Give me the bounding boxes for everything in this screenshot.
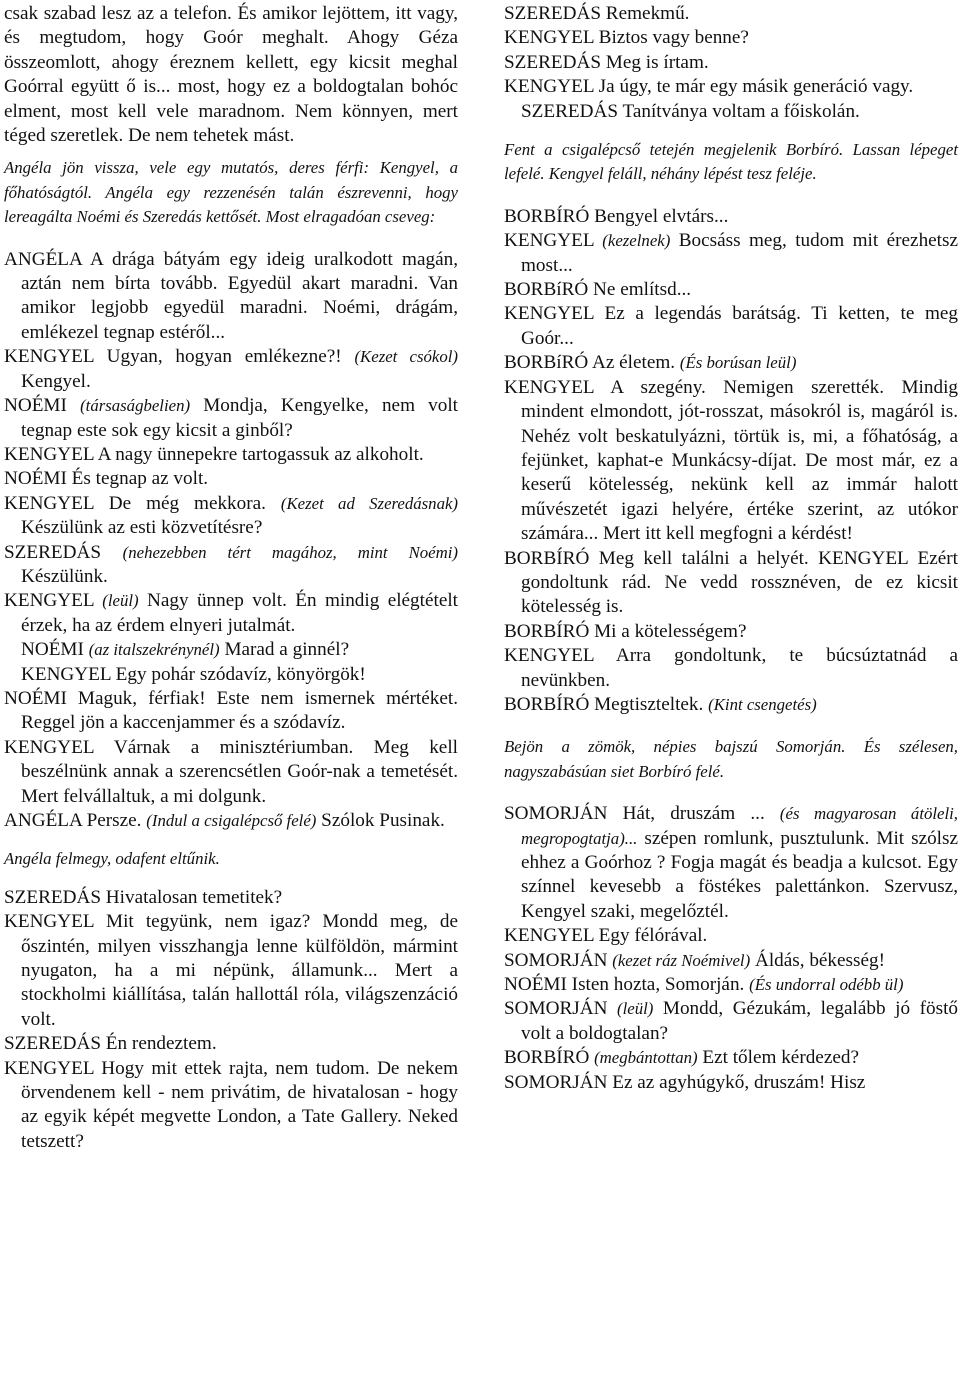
inline-direction: (És undorral odébb ül) [749,975,904,995]
stage-direction [504,138,958,187]
dialogue-line [504,547,958,620]
dialogue-text: BORBíRÓ Az életem. [504,352,676,374]
inline-direction: (Kezet csókol) [354,347,459,367]
dialogue-text: ANGÉLA A drága bátyám egy ideig uralkodott magán, aztán nem bírta tovább. Egyedül akart maradni. Van amikor legjobb egyedül maradni. Noémi, drágám, emlékezel tegnap estéről... [4,248,458,343]
inline-direction: (társaságbelien) [80,396,191,416]
dialogue-text: BORBÍRÓ Mi a kötelességem? [504,620,747,642]
dialogue-text: KENGYEL Ez a legendás barátság. Ti ketten, te meg Goór... [504,303,958,349]
inline-direction: (Indul a csigalépcső felé) [146,811,317,830]
dialogue-line [4,910,458,1032]
dialogue-text: SOMORJÁN Ez az agyhúgykő, druszám! Hisz [504,1071,866,1093]
dialogue-text: ANGÉLA Persze. [4,810,142,831]
inline-direction: (leül) [102,591,139,611]
stage-direction [4,156,458,229]
stage-direction-text: Bejön a zömök, népies bajszú Somorján. És szélesen, nagyszabásúan siet Borbíró felé. [504,737,958,781]
dialogue-text: KENGYEL Ugyan, hogyan emlékezne?! [4,346,342,368]
dialogue-line [504,376,958,547]
dialogue-line [4,541,458,590]
dialogue-line [504,51,958,75]
stage-direction-text: Fent a csigalépcső tetején megjelenik Borbíró. Lassan lépeget lefelé. Kengyel feláll, néhány lépést tesz feléje. [504,140,958,184]
dialogue-text: SZEREDÁS Meg is írtam. [504,51,709,73]
dialogue-text: BORBÍRÓ [504,1047,590,1069]
dialogue-line [4,467,458,491]
dialogue-continuation: Nagy ünnep volt. Én mindig elégtételt érzek, ha az érdem elnyeri jutalmát. [21,590,459,636]
dialogue-line [4,345,458,394]
stage-direction-text: Angéla jön vissza, vele egy mutatós, deres férfi: Kengyel, a főhatóságtól. Angéla egy rezzenésén talán észrevenni, hogy lereagálta Noémi és Szeredás kettősét. Most elragadóan cseveg: [4,158,458,227]
dialogue-line [4,1032,458,1056]
dialogue-continuation: Áldás, békesség! [750,949,885,971]
right-column [504,2,958,1095]
dialogue-line [4,443,458,467]
dialogue-continuation: Kengyel. [21,370,91,392]
spacer [504,784,958,802]
dialogue-line [4,663,458,687]
dialogue-text: KENGYEL Hogy mit ettek rajta, nem tudom. De nekem örvendenem kell - nem privátim, de hivatalosan - hogy az egyik képét megvette London, a Tate Gallery. Neked tetszett? [4,1057,458,1152]
dialogue-line [4,589,458,638]
dialogue-line [504,26,958,50]
dialogue-continuation: Készülünk. [21,565,108,587]
dialogue-text: KENGYEL Ja úgy, te már egy másik generáció vagy. [504,76,914,98]
dialogue-continuation: Mondd, Gézukám, legalább jó föstő volt a boldogtalan? [521,998,958,1044]
left-column [4,2,458,1154]
dialogue-line [4,809,458,833]
stage-direction-text: Angéla felmegy, odafent eltűnik. [4,849,220,869]
inline-direction: (kezelnek) [602,231,671,251]
dialogue-line [504,75,958,99]
dialogue-continuation: Marad a ginnél? [219,639,350,661]
dialogue-line [504,100,958,124]
spacer [4,230,458,248]
dialogue-line [4,394,458,443]
inline-direction: (megbántottan) [594,1048,698,1068]
spacer [504,717,958,735]
dialogue-text: BORBÍRÓ Megtiszteltek. [504,693,704,715]
dialogue-line [504,351,958,375]
dialogue-line [504,924,958,948]
dialogue-continuation: Bocsáss meg, tudom mit érezhetsz most... [521,230,958,276]
spacer [504,124,958,138]
dialogue-line [4,687,458,736]
dialogue-continuation: Mondja, Kengyelke, nem volt tegnap este sok egy kicsit a ginből? [21,395,459,441]
dialogue-continuation: szépen romlunk, pusztulunk. Mit szólsz ehhez a Goórhoz ? Fogja magát és beadja a kulcsot. Egy színnel kevesebb a föstékes palettánkon. Szervusz, Kengyel szaki, megelőztél. [521,827,958,922]
dialogue-text: NOÉMI És tegnap az volt. [4,468,209,490]
dialogue-line [4,2,458,148]
dialogue-text: csak szabad lesz az a telefon. És amikor lejöttem, itt vagy, és megtudom, hogy Goór meghalt. Ahogy Géza összeomlott, ahogy éreznem kellett, egy kicsit meghal Goórral együtt ő is... most, hogy ez a boldogtalan bohóc elment, most kell vele maradnom. Nem könnyen, mert téged szeretlek. De nem tehetek mást. [4,3,458,147]
dialogue-text: KENGYEL A nagy ünnepekre tartogassuk az alkoholt. [4,443,424,465]
dialogue-text: KENGYEL [4,590,94,612]
dialogue-line [504,997,958,1046]
inline-direction: (az italszekrénynél) [88,640,220,660]
dialogue-text: KENGYEL A szegény. Nemigen szerették. Mindig mindent elmondott, jót-rosszat, másokról is, magáról is. Nehéz volt beskatulyázni, törtük is, mi, a főhatóság, a fejünket, kaphat-e Munkácsy-díjat. De most már, ez a keserű kötelesség, nekünk kell az immár halott művészetét igazi helyére, értéke szerint, az utókor számára... Mert itt kell megfogni a kérdést! [504,376,958,545]
spacer [4,148,458,156]
dialogue-text: SOMORJÁN [504,998,608,1020]
dialogue-text: NOÉMI [21,639,84,661]
dialogue-text: KENGYEL Mit tegyünk, nem igaz? Mondd meg, de őszintén, milyen visszhangja lenne külföldön, mármint nyugaton, ha a mi népünk, államunk... Mert a stockholmi kiállítása, talán hallottál róla, világszenzáció volt. [4,911,458,1030]
dialogue-text: SOMORJÁN [504,949,608,971]
dialogue-line [4,638,458,662]
dialogue-continuation: Ezt tőlem kérdezed? [697,1047,859,1069]
dialogue-line [4,736,458,809]
dialogue-line [504,973,958,997]
dialogue-line [504,229,958,278]
dialogue-line [504,278,958,302]
dialogue-line [504,620,958,644]
dialogue-line [504,302,958,351]
inline-direction: (Kint csengetés) [708,694,817,714]
inline-direction: (kezet ráz Noémivel) [612,950,751,970]
dialogue-text: KENGYEL De még mekkora. [4,492,266,514]
dialogue-text: SOMORJÁN Hát, druszám ... [504,803,765,825]
dialogue-text: KENGYEL Várnak a minisztériumban. Meg kell beszélnünk annak a szerencsétlen Goór-nak a temetését. Mert felvállaltuk, a mi dolgunk. [4,736,458,807]
dialogue-line [4,492,458,541]
dialogue-line [4,886,458,910]
dialogue-text: KENGYEL Egy félórával. [504,925,708,947]
dialogue-text: KENGYEL Arra gondoltunk, te búcsúztatnád a nevünkben. [504,645,958,691]
dialogue-text: NOÉMI [4,395,67,417]
spacer [504,187,958,205]
inline-direction: (Kezet ad Szeredásnak) [280,493,459,513]
inline-direction: (és magyarosan átöleli, megropogtatja)... [521,804,959,848]
inline-direction: (nehezebben tért magához, mint Noémi) [122,542,459,562]
dialogue-line [504,949,958,973]
dialogue-line [504,693,958,717]
dialogue-text: BORBÍRÓ Bengyel elvtárs... [504,205,729,227]
dialogue-line [4,248,458,346]
dialogue-continuation: Készülünk az esti közvetítésre? [21,517,263,539]
stage-direction [4,847,458,871]
spacer [4,872,458,886]
dialogue-text: SZEREDÁS [4,541,102,563]
dialogue-text: SZEREDÁS Hivatalosan temetitek? [4,886,283,908]
dialogue-text: NOÉMI Maguk, férfiak! Este nem ismernek mértéket. Reggel jön a kaccenjammer és a szódavíz. [4,687,458,734]
inline-direction: (És borúsan leül) [679,353,797,373]
dialogue-line [504,802,958,924]
dialogue-text: SZEREDÁS Én rendeztem. [4,1033,217,1055]
dialogue-line [504,2,958,26]
dialogue-text: KENGYEL Biztos vagy benne? [504,27,749,49]
stage-direction [504,735,958,784]
dialogue-text: SZEREDÁS Remekmű. [504,3,690,24]
dialogue-text: SZEREDÁS Tanítványa voltam a főiskolán. [521,100,860,122]
dialogue-text: KENGYEL Egy pohár szódavíz, könyörgök! [21,663,366,685]
spacer [4,833,458,847]
dialogue-text: KENGYEL [504,230,594,252]
dialogue-text: NOÉMI Isten hozta, Somorján. [504,974,745,996]
dialogue-line [4,1057,458,1155]
dialogue-line [504,1046,958,1070]
inline-direction: (leül) [617,999,654,1019]
dialogue-text: BORBÍRÓ Meg kell találni a helyét. KENGYEL Ezért gondoltunk rád. Ne vedd rossznéven, de ez kicsit kötelesség is. [504,547,958,618]
dialogue-line [504,644,958,693]
dialogue-continuation: Szólok Pusinak. [316,810,445,831]
dialogue-text: BORBíRÓ Ne említsd... [504,279,692,301]
dialogue-line [504,205,958,229]
dialogue-line [504,1071,958,1095]
